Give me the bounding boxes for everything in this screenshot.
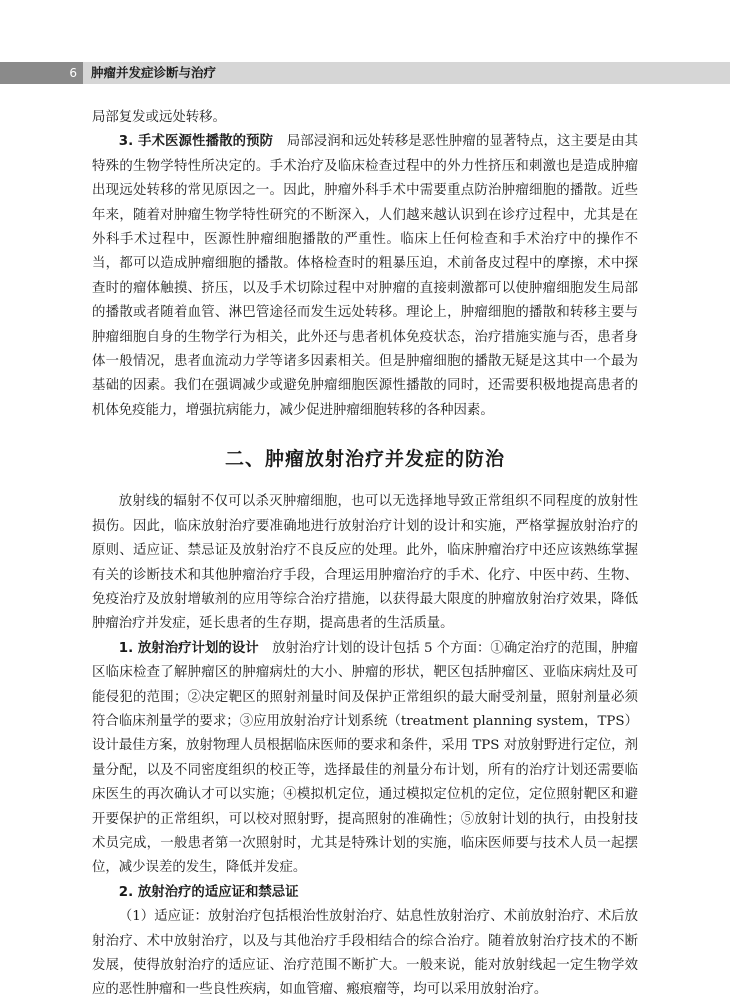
paragraph-text: 局部浸润和远处转移是恶性肿瘤的显著特点，这主要是由其特殊的生物学特性所决定的。手术治疗及临床检查过程中的外力性挤压和刺激也是造成肿瘤出现远处转移的常见原因之一。因此，肿瘤外科手术中需要重点防治肿瘤细胞的播散。近些年来，随着对肿瘤生物学特性研究的不断深入，人们越来越认识到在诊疗过程中，尤其是在外科手术过程中，医源性肿瘤细胞播散的严重性。临床上任何检查和手术治疗中的操作不当，都可以造成肿瘤细胞的播散。体格检查时的粗暴压迫，术前备皮过程中的摩擦，术中探查时的瘤体触摸、挤压，以及手术切除过程中对肿瘤的直接刺激都可以使肿瘤细胞发生局部的播散或者随着血管、淋巴管途径而发生远处转移。理论上，肿瘤细胞的播散和转移主要与肿瘤细胞自身的生物学行为相关，此外还与患者机体免疫状态，治疗措施实施与否，患者身体一般情况，患者血流动力学等诸多因素相关。但是肿瘤细胞的播散无疑是这其中一个最为基础的因素。我们在强调减少或避免肿瘤细胞医源性播散的同时，还需要积极地提高患者的机体免疫能力，增强抗病能力，减少促进肿瘤细胞转移的各种因素。 [92,134,639,418]
subheading-indications: 2. 放射治疗的适应证和禁忌证 [118,884,299,900]
book-title: 肿瘤并发症诊断与治疗 [91,65,217,80]
running-header [0,62,730,84]
page-number: 6 [0,62,83,84]
paragraph-indications-heading [92,881,638,905]
paragraph-text: 放射治疗计划的设计包括 5 个方面：①确定治疗的范围，肿瘤区临床检查了解肿瘤区的肿瘤病灶的大小、肿瘤的形状，靶区包括肿瘤区、亚临床病灶及可能侵犯的范围；②决定靶区的照射剂量时间及保护正常组织的最大耐受剂量，照射剂量必须符合临床剂量学的要求；③应用放射治疗计划系统（treatment planning system，TPS）设计最佳方案，放射物理人员根据临床医师的要求和条件，采用 TPS 对放射野进行定位，剂量分配，以及不同密度组织的校正等，选择最佳的剂量分布计划，所有的治疗计划还需要临床医生的再次确认才可以实施；④模拟机定位，通过模拟定位机的定位，定位照射靶区和避开要保护的正常组织，可以校对照射野，提高照射的准确性；⑤放射计划的执行，由投射技术员完成，一般患者第一次照射时，尤其是特殊计划的实施，临床医师要与技术人员一起摆位，减少误差的发生，降低并发症。 [92,640,638,876]
paragraph-indications: （1）适应证：放射治疗包括根治性放射治疗、姑息性放射治疗、术前放射治疗、术后放射治疗、术中放射治疗，以及与其他治疗手段相结合的综合治疗。随着放射治疗技术的不断发展，使得放射治疗的适应证、治疗范围不断扩大。一般来说，能对放射线起一定生物学效应的恶性肿瘤和一些良性疾病，如血管瘤、瘢痕瘤等，均可以采用放射治疗。 [92,909,638,998]
subheading-surgical-dissemination: 3. 手术医源性播散的预防 [118,134,274,150]
section-heading: 二、肿瘤放射治疗并发症的防治 [224,448,505,471]
paragraph-continued: 局部复发或远处转移。 [92,110,226,125]
paragraph-surgical-dissemination [92,130,638,423]
subheading-treatment-plan: 1. 放射治疗计划的设计 [118,640,259,656]
page-body [92,106,638,1003]
paragraph-radiation-intro: 放射线的辐射不仅可以杀灭肿瘤细胞，也可以无选择地导致正常组织不同程度的放射性损伤。因此，临床放射治疗要准确地进行放射治疗计划的设计和实施，严格掌握放射治疗的原则、适应证、禁忌证及放射治疗不良反应的处理。此外，临床肿瘤治疗中还应该熟练掌握有关的诊断技术和其他肿瘤治疗手段，合理运用肿瘤治疗的手术、化疗、中医中药、生物、免疫治疗及放射增敏剂的应用等综合治疗措施，以获得最大限度的肿瘤放射治疗效果，降低肿瘤治疗并发症，延长患者的生存期，提高患者的生活质量。 [92,494,638,632]
paragraph-treatment-plan [92,637,638,881]
